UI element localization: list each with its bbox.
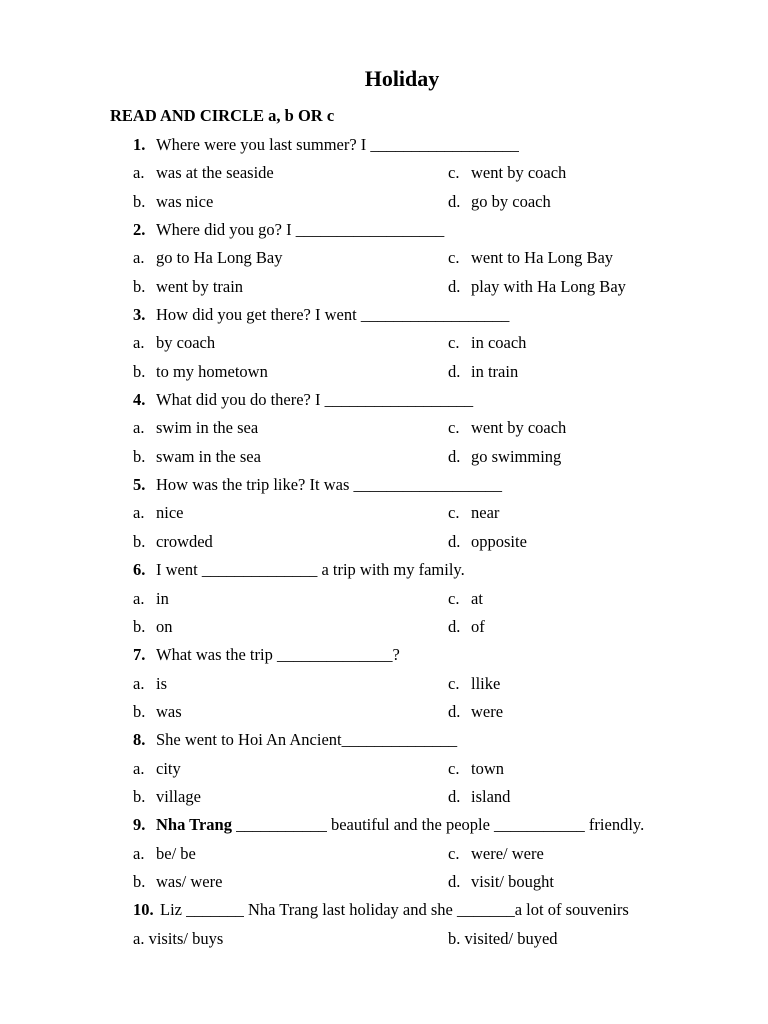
question-number: 4. bbox=[133, 390, 146, 410]
question-text: How did you get there? I went __________________ bbox=[156, 305, 510, 325]
option-letter[interactable]: d. bbox=[448, 361, 461, 381]
option-text[interactable]: was nice bbox=[156, 191, 214, 211]
option-text[interactable]: go by coach bbox=[471, 191, 551, 211]
option-letter[interactable]: b. bbox=[133, 616, 146, 636]
option-text[interactable]: llike bbox=[471, 673, 501, 693]
option-letter[interactable]: c. bbox=[448, 758, 460, 778]
option-letter[interactable]: a. bbox=[133, 843, 145, 863]
question-number: 5. bbox=[133, 475, 146, 495]
option-text[interactable]: play with Ha Long Bay bbox=[471, 276, 626, 296]
option-row bbox=[0, 871, 768, 899]
option-letter[interactable]: b. bbox=[133, 191, 146, 211]
option-row bbox=[0, 361, 768, 389]
question-text: Where were you last summer? I __________________ bbox=[156, 135, 519, 154]
option-row bbox=[0, 332, 768, 360]
question-5 bbox=[0, 474, 768, 502]
question-number: 8. bbox=[133, 730, 146, 750]
option-text[interactable]: go swimming bbox=[471, 446, 562, 466]
option-row bbox=[0, 191, 768, 219]
option-letter[interactable]: c. bbox=[448, 248, 460, 268]
option-letter[interactable]: a. bbox=[133, 588, 145, 608]
option-text[interactable]: were/ were bbox=[471, 843, 544, 863]
option-letter[interactable]: b. bbox=[133, 786, 146, 806]
option-letter[interactable]: a. bbox=[133, 418, 145, 438]
option-letter[interactable]: b. bbox=[133, 276, 146, 296]
option-text[interactable]: was at the seaside bbox=[156, 163, 274, 183]
question-10 bbox=[0, 899, 768, 927]
question-1 bbox=[0, 134, 768, 162]
option-text[interactable]: visit/ bought bbox=[471, 871, 554, 891]
question-text: What was the trip ______________? bbox=[156, 645, 400, 665]
option-text[interactable]: was bbox=[156, 701, 182, 721]
option-row bbox=[0, 531, 768, 559]
question-number: 10. bbox=[133, 900, 154, 920]
question-number: 7. bbox=[133, 645, 146, 665]
option-letter[interactable]: a. bbox=[133, 163, 145, 183]
question-2 bbox=[0, 219, 768, 247]
option-text[interactable]: near bbox=[471, 503, 500, 523]
option-letter[interactable]: c. bbox=[448, 673, 460, 693]
option-letter[interactable]: a. bbox=[133, 503, 145, 523]
option-text[interactable]: went by coach bbox=[471, 163, 567, 183]
option-letter[interactable]: c. bbox=[448, 418, 460, 438]
option-letter[interactable]: d. bbox=[448, 871, 461, 891]
option-text[interactable]: city bbox=[156, 758, 181, 778]
option-letter[interactable]: c. bbox=[448, 843, 460, 863]
question-3 bbox=[0, 304, 768, 332]
option-text[interactable]: be/ be bbox=[156, 843, 196, 863]
option-text[interactable]: of bbox=[471, 616, 485, 636]
option-letter[interactable]: a. bbox=[133, 248, 145, 268]
option-text[interactable]: was/ were bbox=[156, 871, 223, 891]
question-text: What did you do there? I __________________ bbox=[156, 390, 474, 410]
option-text[interactable]: opposite bbox=[471, 531, 527, 551]
question-text: Liz _______ Nha Trang last holiday and she _______a lot of souvenirs bbox=[160, 900, 629, 920]
option-text[interactable]: went to Ha Long Bay bbox=[471, 248, 614, 268]
option-letter[interactable]: b. bbox=[133, 361, 146, 381]
option-letter[interactable]: c. bbox=[448, 588, 460, 608]
option-letter[interactable]: a. bbox=[133, 333, 145, 353]
option-text[interactable]: went by train bbox=[156, 276, 244, 296]
option-letter[interactable]: d. bbox=[448, 786, 461, 806]
option-letter[interactable]: c. bbox=[448, 163, 460, 183]
option-letter[interactable]: b. bbox=[133, 871, 146, 891]
question-text: I went ______________ a trip with my family. bbox=[156, 560, 465, 580]
option-text[interactable]: on bbox=[156, 616, 173, 636]
option-letter[interactable]: c. bbox=[448, 333, 460, 353]
option-letter[interactable]: d. bbox=[448, 531, 461, 551]
option-text[interactable]: in coach bbox=[471, 333, 527, 353]
question-text: How was the trip like? It was __________________ bbox=[156, 475, 502, 495]
option-row bbox=[0, 701, 768, 729]
option-text[interactable]: to my hometown bbox=[156, 361, 268, 381]
option-text[interactable]: by coach bbox=[156, 333, 216, 353]
question-bold-lead: Nha Trang bbox=[156, 815, 232, 835]
option-text[interactable]: in bbox=[156, 588, 169, 608]
option-text[interactable]: in train bbox=[471, 361, 519, 381]
option-text[interactable]: crowded bbox=[156, 531, 213, 551]
question-6 bbox=[0, 559, 768, 587]
option-row bbox=[0, 446, 768, 474]
option-text[interactable]: nice bbox=[156, 503, 184, 523]
question-number: 2. bbox=[133, 220, 146, 240]
question-text bbox=[156, 814, 644, 836]
option-letter[interactable]: d. bbox=[448, 701, 461, 721]
option-letter[interactable]: d. bbox=[448, 616, 461, 636]
option-letter[interactable]: a. bbox=[133, 673, 145, 693]
option-row bbox=[0, 786, 768, 814]
option-row bbox=[0, 276, 768, 304]
option-row bbox=[0, 843, 768, 871]
option-a[interactable]: a. visits/ buys bbox=[133, 928, 224, 948]
option-text[interactable]: island bbox=[471, 786, 511, 806]
option-text[interactable]: is bbox=[156, 673, 168, 693]
option-row bbox=[0, 247, 768, 275]
option-row bbox=[0, 588, 768, 616]
option-text[interactable]: go to Ha Long Bay bbox=[156, 248, 283, 268]
question-text: Where did you go? I __________________ bbox=[156, 220, 445, 240]
option-letter[interactable]: d. bbox=[448, 191, 461, 211]
option-row bbox=[0, 502, 768, 530]
option-text[interactable]: swam in the sea bbox=[156, 446, 261, 466]
option-text[interactable]: swim in the sea bbox=[156, 418, 259, 438]
question-text: She went to Hoi An Ancient______________ bbox=[156, 730, 458, 750]
question-4 bbox=[0, 389, 768, 417]
option-row bbox=[0, 928, 768, 956]
option-letter[interactable]: c. bbox=[448, 503, 460, 523]
option-text[interactable]: village bbox=[156, 786, 201, 806]
question-number: 9. bbox=[133, 815, 146, 835]
question-list bbox=[0, 134, 768, 956]
option-letter[interactable]: b. bbox=[133, 446, 146, 466]
option-text[interactable]: were bbox=[471, 701, 504, 721]
question-number: 1. bbox=[133, 135, 146, 154]
option-row bbox=[0, 417, 768, 445]
option-b[interactable]: b. visited/ buyed bbox=[448, 928, 558, 948]
question-9 bbox=[0, 814, 768, 842]
option-letter[interactable]: a. bbox=[133, 758, 145, 778]
option-letter[interactable]: d. bbox=[448, 276, 461, 296]
page-title: Holiday bbox=[364, 66, 440, 91]
option-row bbox=[0, 758, 768, 786]
option-letter[interactable]: b. bbox=[133, 701, 146, 721]
option-row bbox=[0, 673, 768, 701]
option-text[interactable]: at bbox=[471, 588, 483, 608]
question-number: 3. bbox=[133, 305, 146, 325]
option-letter[interactable]: b. bbox=[133, 531, 146, 551]
question-7 bbox=[0, 644, 768, 672]
question-8 bbox=[0, 729, 768, 757]
option-row bbox=[0, 162, 768, 190]
instruction-heading: READ AND CIRCLE a, b OR c bbox=[110, 106, 335, 125]
question-text-rest: ___________ beautiful and the people ___________ friendly. bbox=[231, 815, 645, 835]
option-letter[interactable]: d. bbox=[448, 446, 461, 466]
question-number: 6. bbox=[133, 560, 146, 580]
option-text[interactable]: town bbox=[471, 758, 504, 778]
option-row bbox=[0, 616, 768, 644]
option-text[interactable]: went by coach bbox=[471, 418, 567, 438]
